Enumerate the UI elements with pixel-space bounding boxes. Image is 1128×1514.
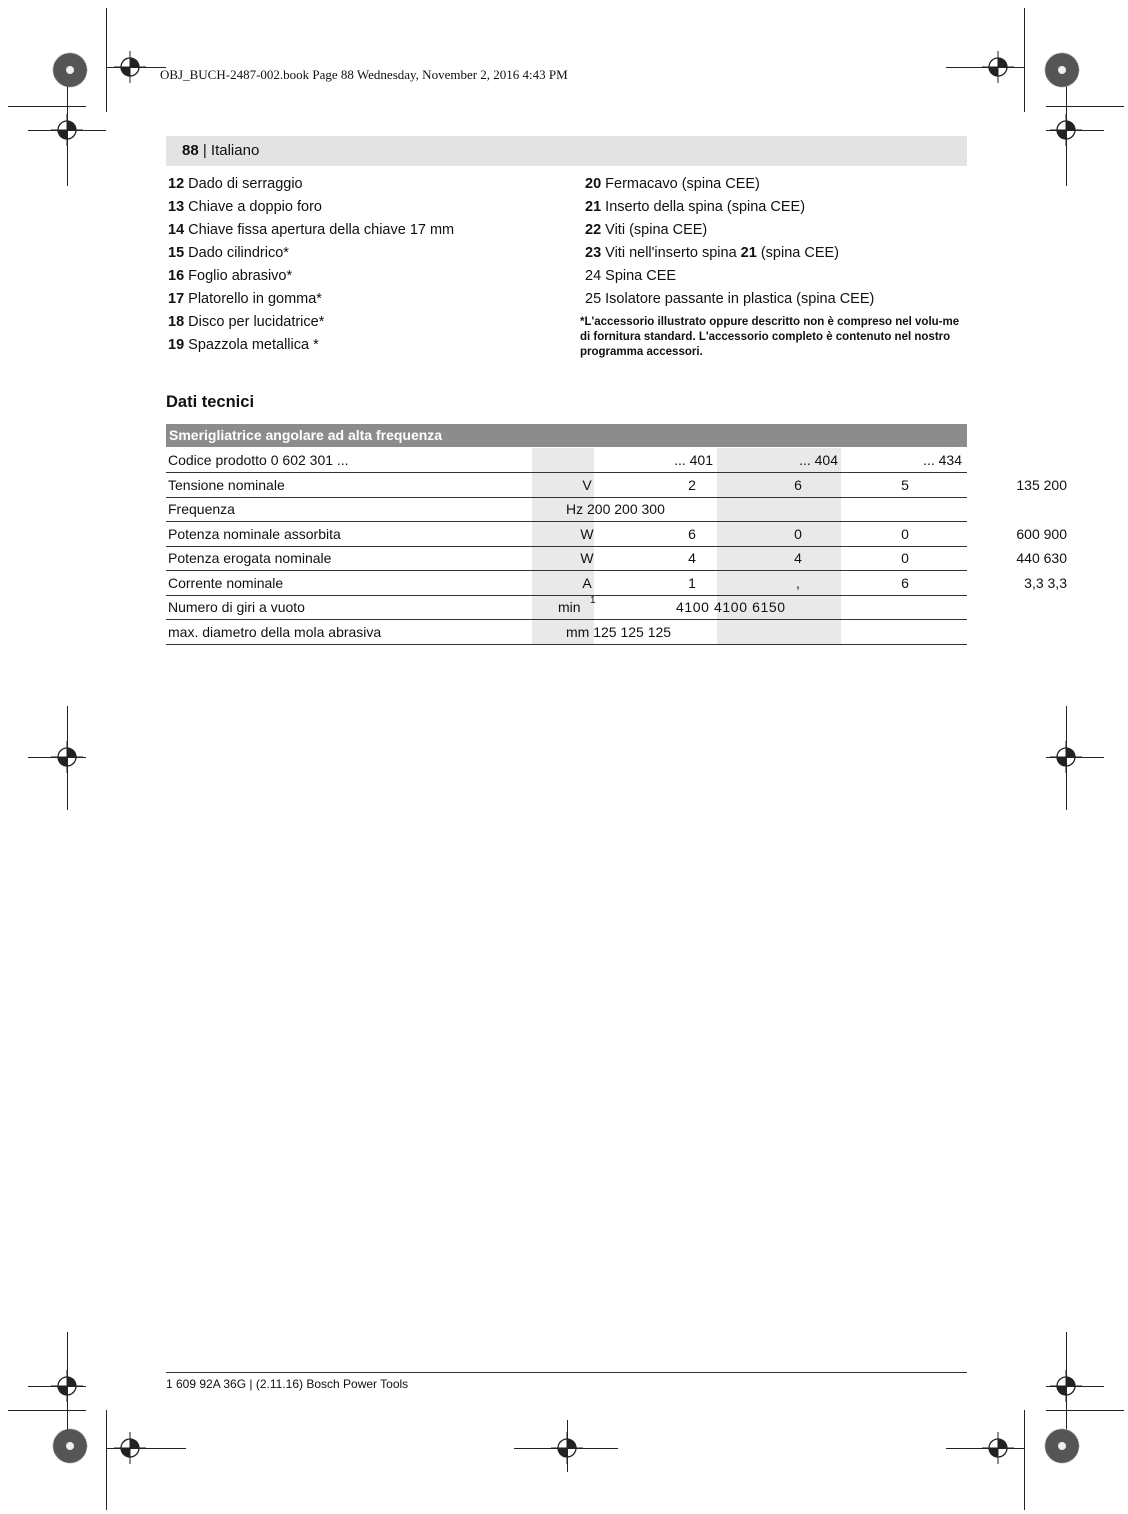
table-row bbox=[166, 497, 967, 522]
row-unit: A bbox=[582, 574, 592, 591]
row-value-1: 1 bbox=[688, 574, 696, 591]
row-unit: V bbox=[582, 476, 592, 493]
footer-rule bbox=[166, 1372, 967, 1373]
row-label: Codice prodotto 0 602 301 ... bbox=[168, 452, 349, 468]
table-title: Smerigliatrice angolare ad alta frequenza bbox=[166, 424, 967, 447]
list-item: 18 Disco per lucidatrice* bbox=[168, 314, 325, 330]
list-item: 12 Dado di serraggio bbox=[168, 176, 303, 192]
row-value-2: , bbox=[796, 574, 800, 591]
unit-superscript: 1 bbox=[590, 595, 596, 606]
header-language: Italiano bbox=[210, 142, 260, 159]
row-label: max. diametro della mola abrasiva bbox=[168, 623, 382, 640]
list-item: 21 Inserto della spina (spina CEE) bbox=[585, 199, 806, 215]
row-value-1: ... 401 bbox=[674, 452, 713, 468]
table-row bbox=[166, 546, 1067, 571]
row-value-2: 0 bbox=[794, 525, 802, 542]
row-value-3: 0 bbox=[901, 550, 909, 566]
page-header bbox=[166, 136, 967, 166]
row-value-3: ... 434 bbox=[923, 452, 962, 468]
section-title: Dati tecnici bbox=[166, 393, 255, 411]
header-separator: | bbox=[198, 142, 211, 159]
row-value-2: ... 404 bbox=[799, 452, 838, 468]
row-unit: Hz 200 200 300 bbox=[566, 501, 665, 517]
row-value: 4100 4100 6150 bbox=[676, 599, 786, 615]
row-label: Potenza erogata nominale bbox=[168, 550, 332, 566]
row-unit: W bbox=[580, 550, 594, 566]
row-unit: mm 125 125 125 bbox=[566, 623, 672, 640]
row-value-3: 5 bbox=[901, 476, 909, 493]
list-item: 20 Fermacavo (spina CEE) bbox=[585, 176, 760, 192]
list-item: 16 Foglio abrasivo* bbox=[168, 268, 293, 284]
list-item: 19 Spazzola metallica * bbox=[168, 337, 319, 353]
row-extra-values: 440 630 bbox=[1016, 550, 1067, 566]
row-label: Potenza nominale assorbita bbox=[168, 525, 341, 542]
row-label: Corrente nominale bbox=[168, 574, 284, 591]
accessory-note: *L'accessorio illustrato oppure descritto non è compreso nel volu-me di fornitura standard. L'accessorio completo è contenuto nel nostro programma accessori. bbox=[580, 316, 960, 358]
footer: 1 609 92A 36G | (2.11.16) Bosch Power Tools bbox=[166, 1377, 409, 1391]
row-unit: min bbox=[558, 599, 581, 615]
list-item: 23 Viti nell'inserto spina 21 (spina CEE) bbox=[585, 245, 840, 261]
row-unit: W bbox=[580, 525, 594, 542]
table-row bbox=[166, 522, 1067, 547]
row-value-3: 0 bbox=[901, 525, 909, 542]
list-item: 25 Isolatore passante in plastica (spina CEE) bbox=[585, 291, 875, 307]
row-value-1: 2 bbox=[688, 476, 696, 493]
list-item: 14 Chiave fissa apertura della chiave 17 mm bbox=[168, 222, 455, 238]
row-value-1: 6 bbox=[688, 525, 696, 542]
row-extra-values: 600 900 bbox=[1016, 525, 1067, 542]
list-item: 13 Chiave a doppio foro bbox=[168, 199, 322, 215]
list-item: 15 Dado cilindrico* bbox=[168, 245, 289, 261]
parts-list-right bbox=[585, 173, 874, 311]
row-extra-values: 3,3 3,3 bbox=[1024, 574, 1067, 591]
table-row bbox=[166, 620, 967, 645]
list-item: 22 Viti (spina CEE) bbox=[585, 222, 708, 238]
row-extra-values: 135 200 bbox=[1016, 476, 1067, 493]
book-header: OBJ_BUCH-2487-002.book Page 88 Wednesday, November 2, 2016 4:43 PM bbox=[160, 67, 568, 82]
row-value-2: 6 bbox=[794, 476, 802, 493]
row-value-1: 4 bbox=[688, 550, 696, 566]
row-value-3: 6 bbox=[901, 574, 909, 591]
table-row bbox=[166, 473, 1067, 498]
table-row bbox=[166, 571, 1067, 596]
row-label: Frequenza bbox=[168, 501, 235, 517]
row-label: Numero di giri a vuoto bbox=[168, 599, 305, 615]
list-item: 17 Platorello in gomma* bbox=[168, 291, 322, 307]
row-value-2: 4 bbox=[794, 550, 802, 566]
page-number: 88 bbox=[182, 142, 199, 159]
parts-list-left bbox=[168, 173, 454, 357]
list-item: 24 Spina CEE bbox=[585, 268, 677, 284]
table-row bbox=[166, 448, 967, 473]
row-label: Tensione nominale bbox=[168, 476, 285, 493]
table-row bbox=[166, 595, 967, 620]
